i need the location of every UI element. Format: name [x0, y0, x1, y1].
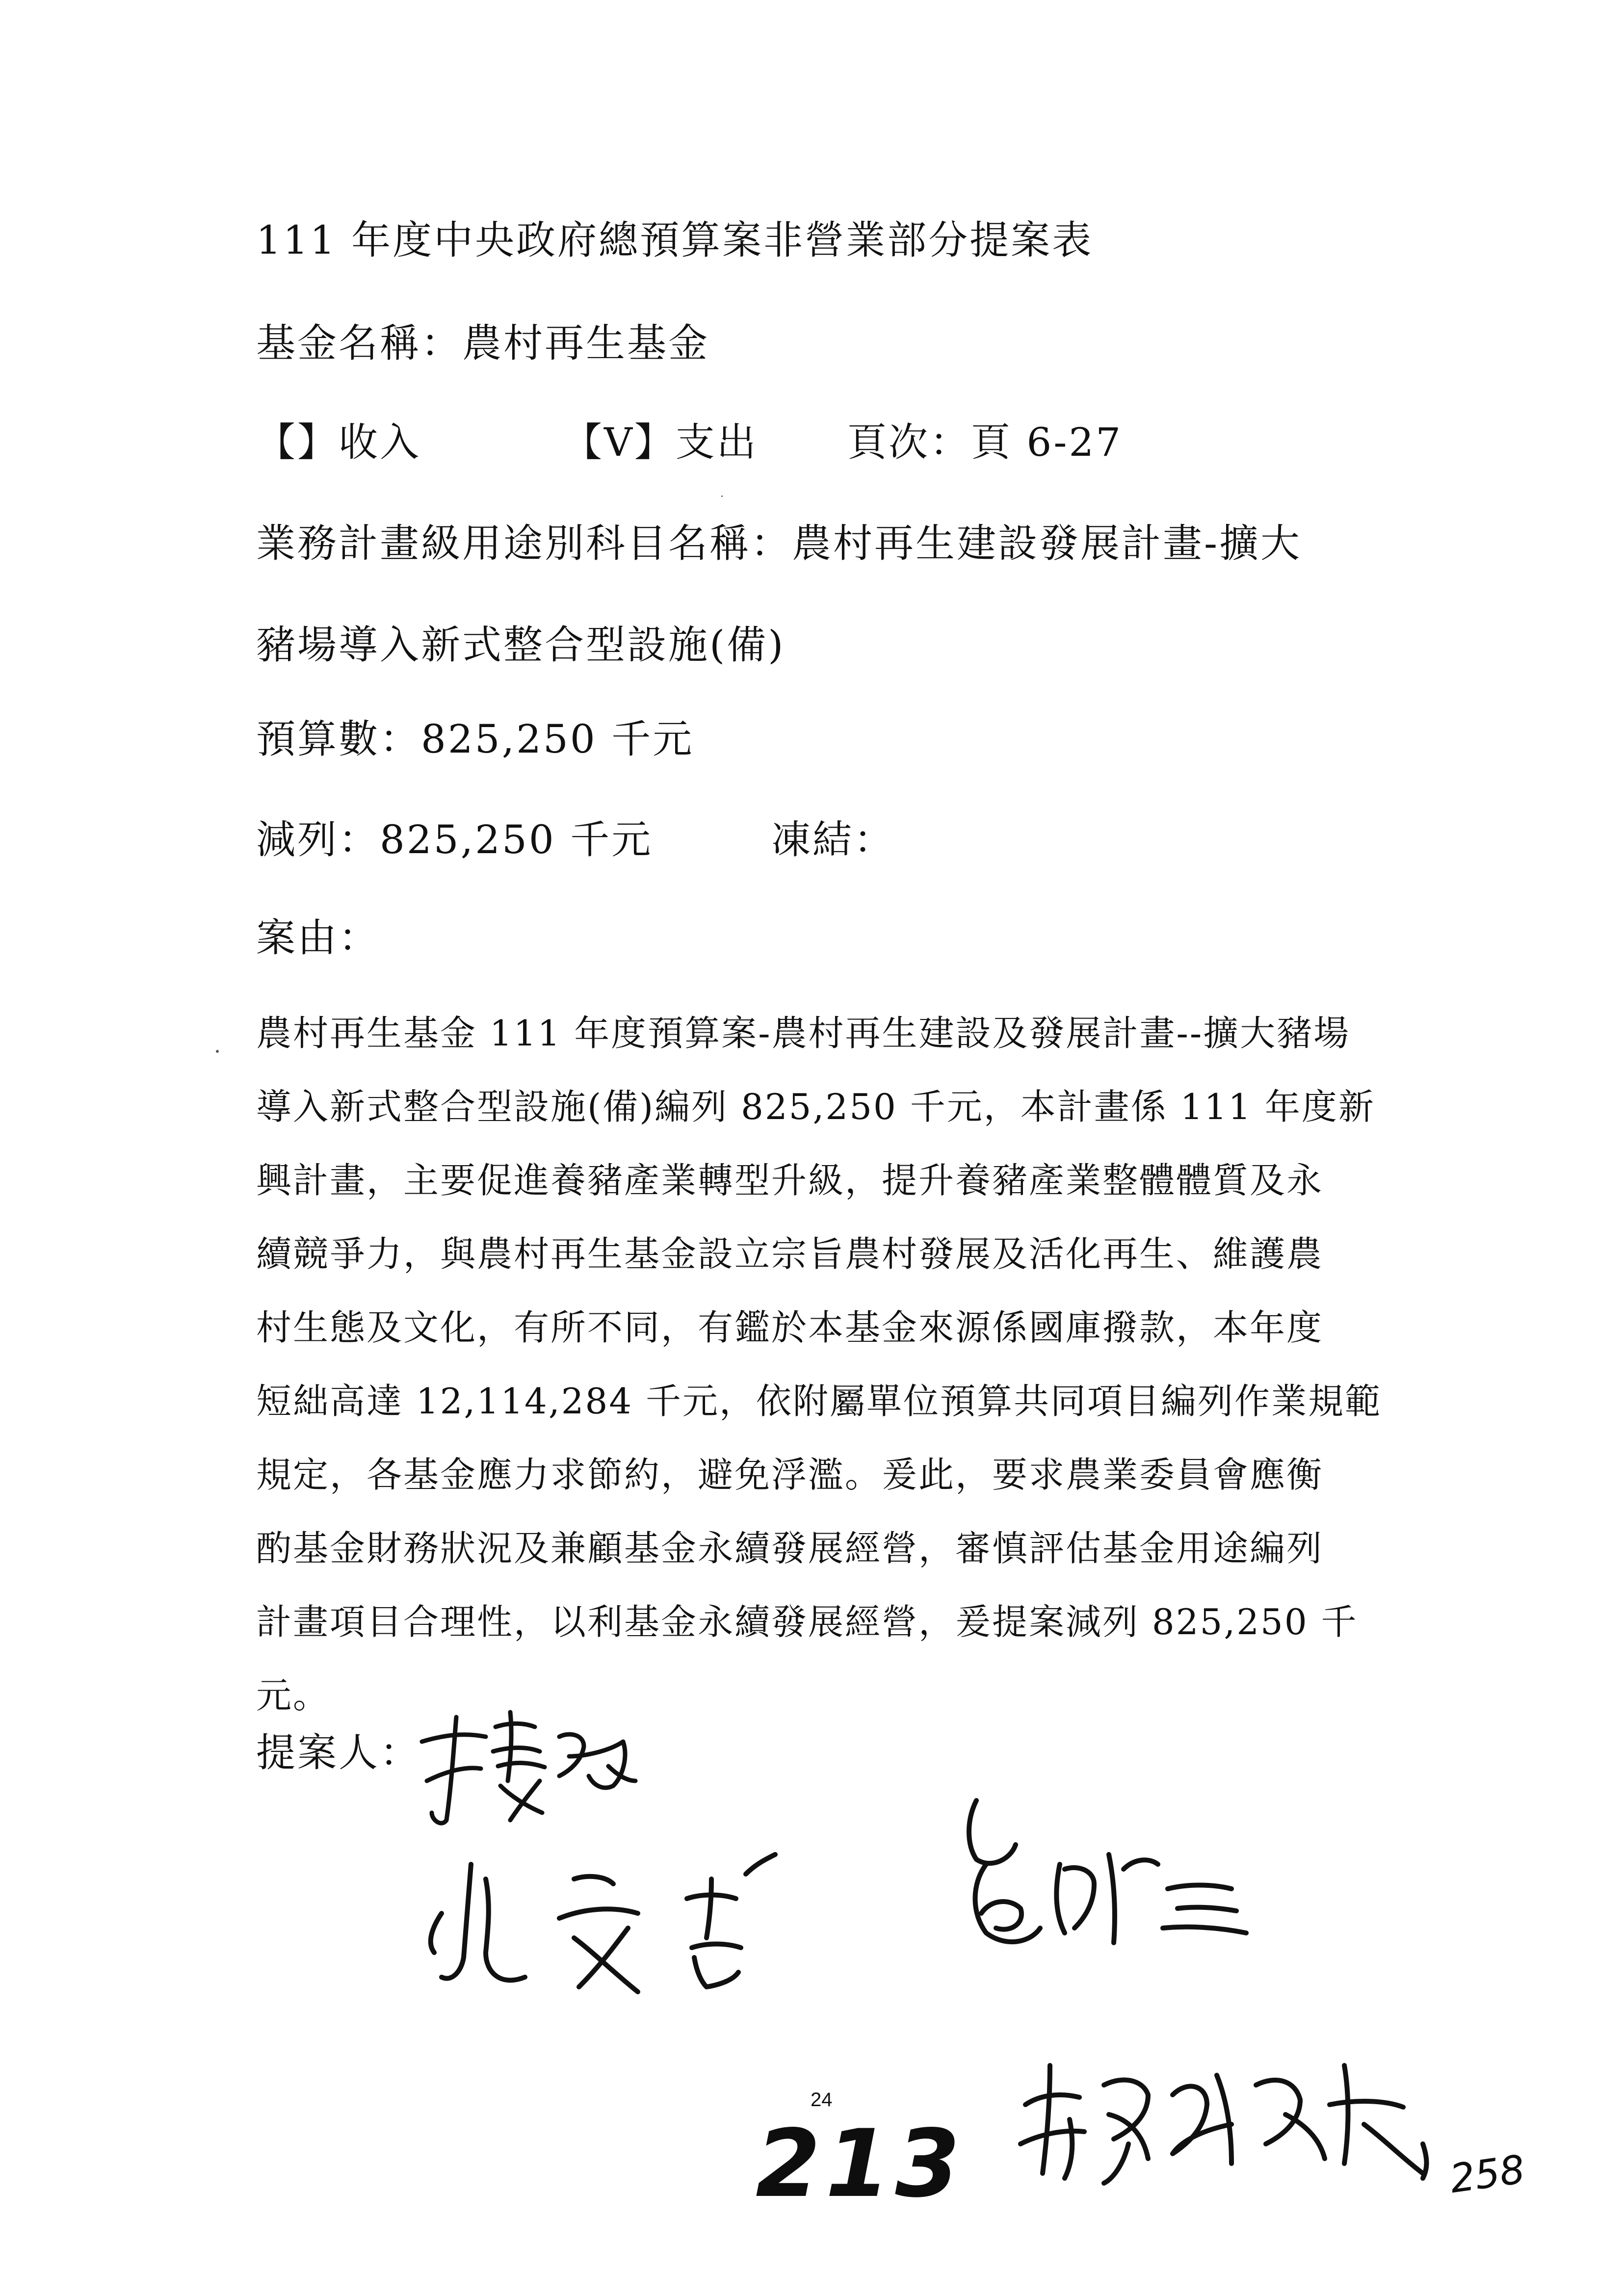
reason-line: 導入新式整合型設施(備)編列 825,250 千元，本計畫係 111 年度新	[256, 1086, 1375, 1127]
reason-line: 酌基金財務狀況及兼顧基金永續發展經營，審慎評估基金用途編列	[256, 1528, 1324, 1569]
budget-row	[256, 716, 694, 762]
reason-line: 規定，各基金應力求節約，避免浮濫。爰此，要求農業委員會應衡	[256, 1454, 1324, 1495]
scan-speck	[721, 496, 723, 497]
reduction-value: 825,250 千元	[380, 817, 653, 862]
reason-line: 元。	[256, 1675, 330, 1716]
reason-line: 短絀高達 12,114,284 千元，依附屬單位預算共同項目編列作業規範	[256, 1381, 1382, 1422]
page-ref-label: 頁次：	[847, 419, 971, 465]
freeze-label: 凍結：	[771, 817, 895, 862]
reduction-row	[256, 817, 1139, 864]
reduction	[256, 817, 653, 862]
fund-name-value: 農村再生基金	[462, 320, 709, 366]
proposer-label: 提案人：	[256, 1730, 421, 1775]
budget-label: 預算數：	[256, 716, 421, 762]
page-number: 24	[811, 2089, 833, 2111]
page-ref	[847, 419, 1123, 465]
category-row	[256, 419, 1139, 467]
income-checkbox: 【】收入	[256, 419, 421, 465]
page-ref-value: 頁 6-27	[971, 419, 1123, 465]
handwritten-number: 213	[756, 2110, 965, 2218]
signature-3	[947, 1786, 1261, 2002]
reason-line: 興計畫，主要促進養豬產業轉型升級，提升養豬產業整體體質及永	[256, 1160, 1324, 1201]
reason-line: 續競爭力，與農村再生基金設立宗旨農村發展及活化再生、維護農	[256, 1233, 1324, 1275]
signature-4	[1011, 2046, 1452, 2193]
subject-line-2: 豬場導入新式整合型設施(備)	[256, 622, 786, 668]
expense-checkbox: 【V】支出	[563, 419, 758, 465]
signature-2	[412, 1845, 839, 2011]
scan-speck	[216, 1050, 219, 1053]
reduction-label: 減列：	[256, 817, 380, 862]
reason-line: 村生態及文化，有所不同，有鑑於本基金來源係國庫撥款，本年度	[256, 1307, 1324, 1348]
fund-name-row	[256, 320, 709, 366]
reason-line: 農村再生基金 111 年度預算案-農村再生建設及發展計畫--擴大豬場	[256, 1013, 1351, 1054]
fund-name-label: 基金名稱：	[256, 320, 462, 366]
reason-label: 案由：	[256, 915, 380, 961]
budget-value: 825,250 千元	[421, 716, 694, 762]
document-title: 111 年度中央政府總預算案非營業部分提案表	[256, 217, 1094, 263]
handwritten-small-number: 258	[1447, 2146, 1528, 2202]
subject-line-1: 業務計畫級用途別科目名稱：農村再生建設發展計畫-擴大	[256, 521, 1302, 566]
reason-line: 計畫項目合理性，以利基金永續發展經營，爰提案減列 825,250 千	[256, 1601, 1358, 1643]
signature-1	[412, 1707, 638, 1835]
